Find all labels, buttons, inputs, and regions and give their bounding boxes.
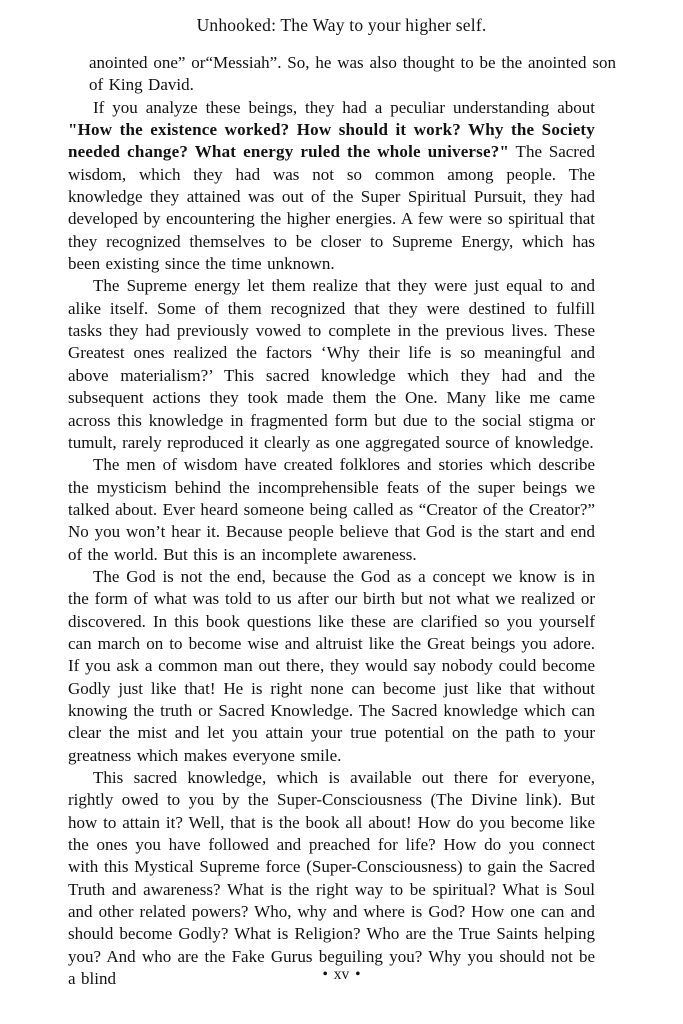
paragraph [68, 767, 595, 990]
paragraph [68, 97, 595, 276]
paragraph [68, 454, 595, 566]
text-segment: The men of wisdom have created folklores and stories which describe the mysticism behind the incomprehensible feats of the super beings we talked about. Ever heard someone being called as “Creator of the Creator?” No you won’t hear it. Because people believe that God is the start and end of the world. But this is an incomplete awareness. [68, 455, 595, 564]
text-segment: anointed one” or“Messiah”. So, he was also thought to be the anointed son of King David. [89, 53, 616, 95]
bold-text-segment: "How the existence worked? How should it work? Why the Society needed change? What energy ruled the whole universe?" [68, 120, 595, 162]
page-number: • xv • [322, 966, 361, 983]
text-segment: The Supreme energy let them realize that they were just equal to and alike itself. Some of them recognized that they were destined to fulfill tasks they had previously vowed to complete in the previous lives. These Greatest ones realized the factors ‘Why their life is so meaningful and above materialism?’ This sacred knowledge which they had and the subsequent actions they took made them the One. Many like me came across this knowledge in fragmented form but due to the social stigma or tumult, rarely reproduced it clearly as one aggregated source of knowledge. [68, 276, 595, 452]
text-segment: This sacred knowledge, which is available out there for everyone, rightly owed to you by the Super-Consciousness (The Divine link). But how to attain it? Well, that is the book all about! How do you become like the ones you have followed and preached for life? How do you connect with this Mystical Supreme force (Super-Consciousness) to gain the Sacred Truth and awareness? What is the right way to be spiritual? What is Soul and other related powers? Who, why and where is God? How one can and should become Godly? What is Religion? Who are the True Saints helping you? And who are the Fake Gurus beguiling you? Why you should not be a blind [68, 768, 595, 989]
text-segment: The Sacred wisdom, which they had was not so common among people. The knowledge they attained was out of the Super Spiritual Pursuit, they had developed by encountering the higher energies. A few were so spiritual that they recognized themselves to be closer to Supreme Energy, which has been existing since the time unknown. [68, 142, 596, 274]
text-segment: The God is not the end, because the God as a concept we know is in the form of what was told to us after our birth but not what we realized or discovered. In this book questions like these are clarified so you yourself can march on to become wise and altruist like the Great beings you adore. If you ask a common man out there, they would say nobody could become Godly just like that! He is right none can become just like that without knowing the truth or Sacred Knowledge. The Sacred knowledge which can clear the mist and let you attain your true potential on the path to your greatness which makes everyone smile. [68, 566, 595, 765]
paragraph [89, 52, 616, 97]
page-body [68, 52, 616, 990]
paragraph [68, 566, 595, 767]
running-header-title: Unhooked: The Way to your higher self. [196, 15, 487, 35]
text-segment: If you analyze these beings, they had a peculiar understanding about [93, 97, 595, 117]
paragraph [68, 275, 595, 454]
